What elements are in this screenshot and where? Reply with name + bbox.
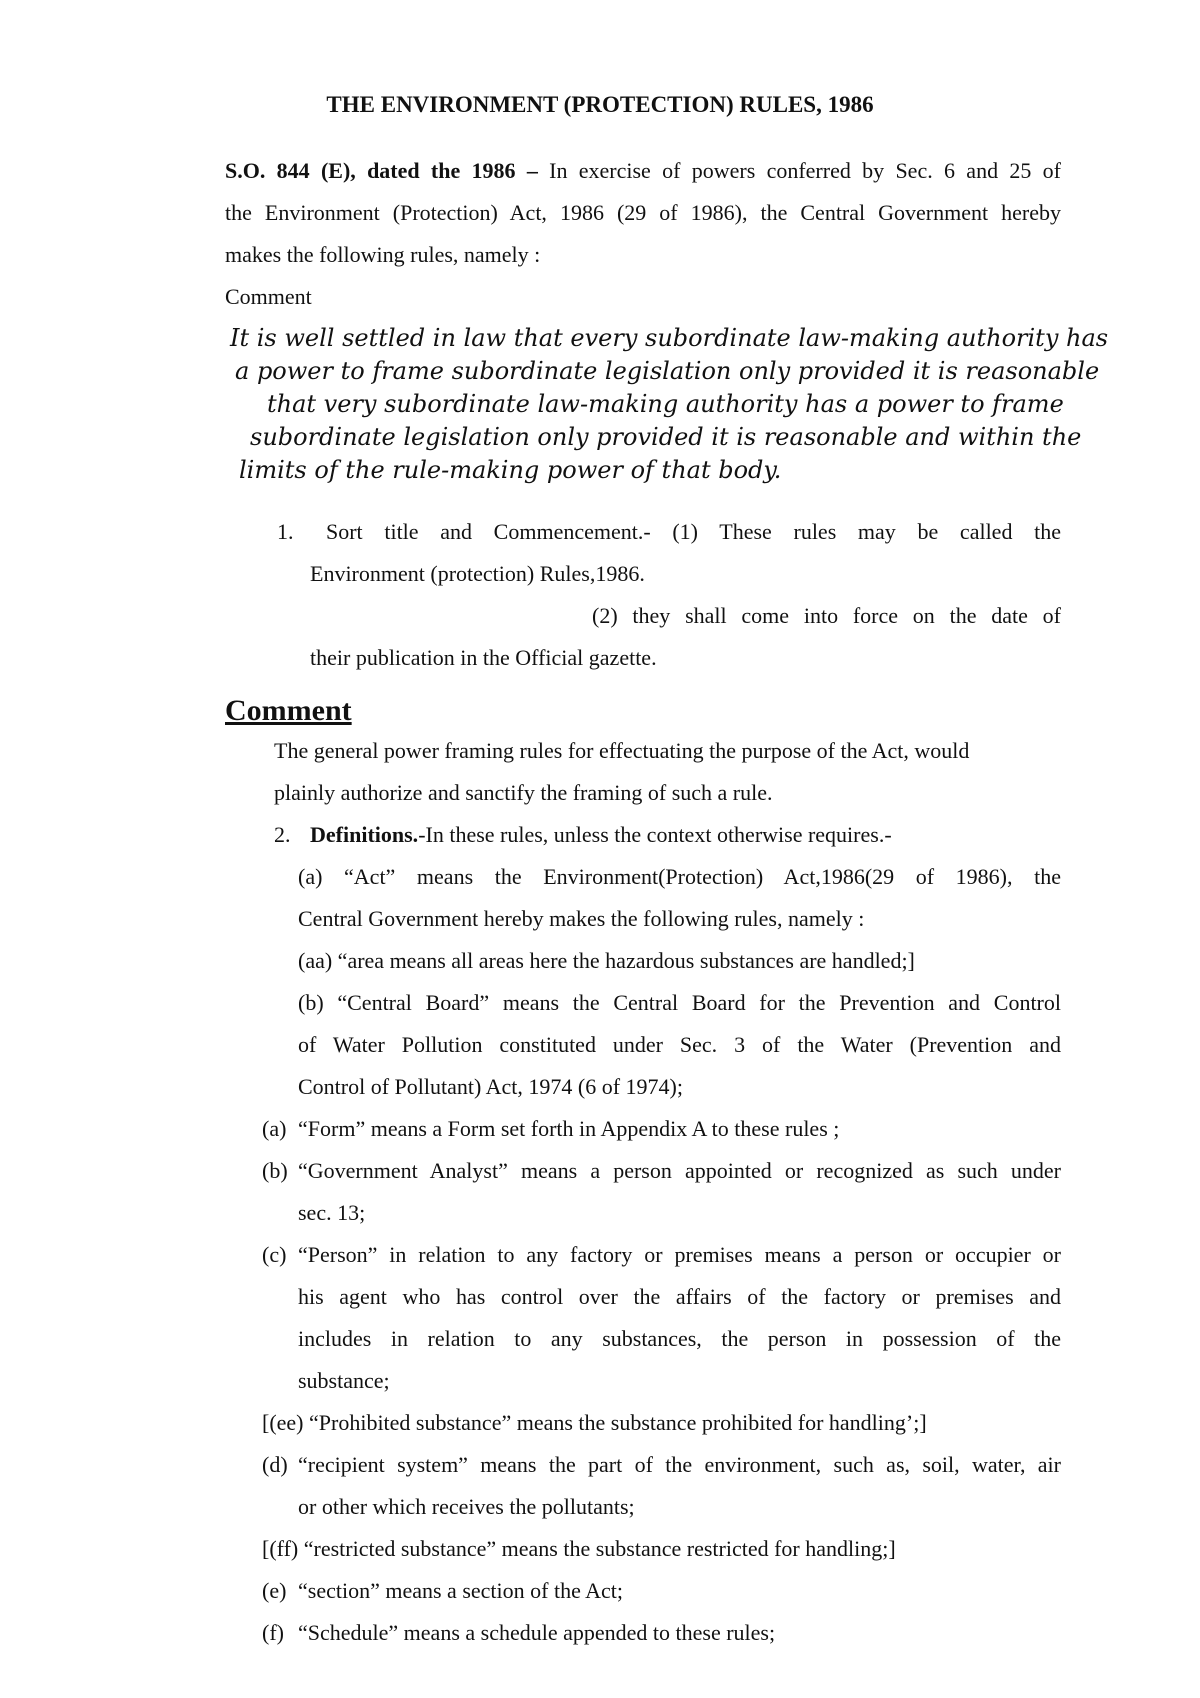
italic-comment-line: It is well settled in law that every subordinate law-making authority has bbox=[230, 324, 1109, 352]
definition-recipient-system: “recipient system” means the part of the environment, such as, soil, water, air bbox=[298, 1452, 1061, 1477]
preamble-line-3: makes the following rules, namely : bbox=[225, 242, 541, 267]
definition-area: (aa) “area means all areas here the hazardous substances are handled;] bbox=[298, 948, 915, 973]
definition-government-analyst-cont: sec. 13; bbox=[298, 1200, 366, 1225]
italic-comment-line: a power to frame subordinate legislation only provided it is reasonable bbox=[235, 357, 1100, 385]
definition-central-board: (b) “Central Board” means the Central Board for the Prevention and Control bbox=[298, 990, 1061, 1015]
definition-schedule: “Schedule” means a schedule appended to these rules; bbox=[298, 1620, 776, 1645]
definition-act: (a) “Act” means the Environment(Protection) Act,1986(29 of 1986), the bbox=[298, 864, 1061, 889]
comment-heading: Comment bbox=[225, 694, 352, 727]
definition-marker: (e) bbox=[262, 1578, 287, 1603]
rule-2-number: 2. bbox=[274, 822, 291, 847]
definition-person-cont: his agent who has control over the affairs of the factory or premises and bbox=[298, 1284, 1061, 1309]
definition-person-cont: includes in relation to any substances, the person in possession of the bbox=[298, 1326, 1061, 1351]
definition-recipient-system-cont: or other which receives the pollutants; bbox=[298, 1494, 635, 1519]
rule-1-line: their publication in the Official gazette. bbox=[310, 645, 657, 670]
preamble-line-1 bbox=[225, 150, 1061, 192]
definition-marker: (f) bbox=[262, 1620, 284, 1645]
definition-person: “Person” in relation to any factory or premises means a person or occupier or bbox=[298, 1242, 1061, 1267]
rule-1-line: Environment (protection) Rules,1986. bbox=[310, 561, 645, 586]
definition-marker: (c) bbox=[262, 1242, 287, 1267]
definition-central-board-cont: Control of Pollutant) Act, 1974 (6 of 1974); bbox=[298, 1074, 683, 1099]
definition-government-analyst: “Government Analyst” means a person appointed or recognized as such under bbox=[298, 1158, 1061, 1183]
definition-marker: (b) bbox=[262, 1158, 288, 1183]
rule-1-number: 1. bbox=[277, 519, 294, 544]
definition-section: “section” means a section of the Act; bbox=[298, 1578, 623, 1603]
preamble-text: In exercise of powers conferred by Sec. 6 and 25 of bbox=[537, 158, 1061, 183]
definition-restricted-substance: [(ff) “restricted substance” means the substance restricted for handling;] bbox=[262, 1536, 896, 1561]
italic-comment-line: that very subordinate law-making authority has a power to frame bbox=[267, 390, 1064, 418]
definition-prohibited-substance: [(ee) “Prohibited substance” means the substance prohibited for handling’;] bbox=[262, 1410, 927, 1435]
rule-1-line: Sort title and Commencement.- (1) These rules may be called the bbox=[326, 519, 1061, 544]
rule-2-heading bbox=[310, 814, 892, 856]
rule-1-line: (2) they shall come into force on the date of bbox=[592, 603, 1061, 628]
preamble-reference: S.O. 844 (E), dated the 1986 – bbox=[225, 158, 538, 183]
italic-comment-line: limits of the rule-making power of that body. bbox=[239, 456, 782, 484]
comment-body-line: The general power framing rules for effectuating the purpose of the Act, would bbox=[274, 738, 970, 763]
comment-label: Comment bbox=[225, 284, 312, 309]
page-title: THE ENVIRONMENT (PROTECTION) RULES, 1986 bbox=[326, 92, 874, 117]
definition-person-cont: substance; bbox=[298, 1368, 390, 1393]
definition-marker: (d) bbox=[262, 1452, 288, 1477]
italic-comment-line: subordinate legislation only provided it is reasonable and within the bbox=[250, 423, 1082, 451]
definitions-label: Definitions. bbox=[310, 822, 419, 847]
preamble-line-2: the Environment (Protection) Act, 1986 (29 of 1986), the Central Government hereby bbox=[225, 200, 1061, 225]
definition-marker: (a) bbox=[262, 1116, 287, 1141]
definition-central-board-cont: of Water Pollution constituted under Sec. 3 of the Water (Prevention and bbox=[298, 1032, 1061, 1057]
definition-form: “Form” means a Form set forth in Appendix A to these rules ; bbox=[298, 1116, 840, 1141]
definitions-intro: -In these rules, unless the context otherwise requires.- bbox=[418, 822, 892, 847]
comment-body-line: plainly authorize and sanctify the framing of such a rule. bbox=[274, 780, 773, 805]
definition-act-cont: Central Government hereby makes the following rules, namely : bbox=[298, 906, 865, 931]
